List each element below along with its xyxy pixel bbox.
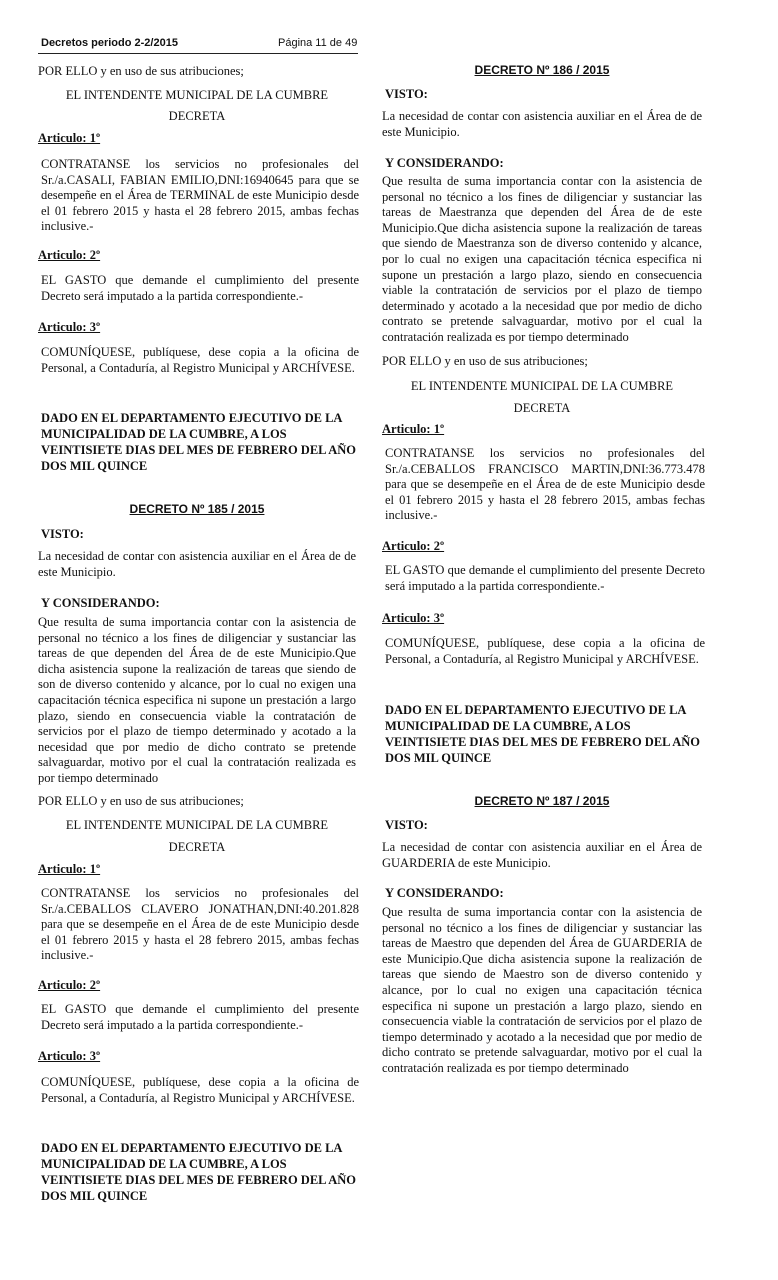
- por-ello-line: POR ELLO y en uso de sus atribuciones;: [38, 64, 244, 78]
- decreto-185-dado-closing: DADO EN EL DEPARTAMENTO EJECUTIVO DE LA MUNICIPALIDAD DE LA CUMBRE, A LOS VEINTISIETE DIAS DEL MES DE FEBRERO DEL AÑO DOS MIL QUINCE: [41, 1141, 357, 1203]
- decreto-185-considerando-label: Y CONSIDERANDO:: [41, 596, 160, 610]
- decreto-186-articulo-2-text: EL GASTO que demande el cumplimiento del presente Decreto será imputado a la partida correspondiente.-: [385, 563, 705, 593]
- decreto-186-articulo-3-text: COMUNÍQUESE, publíquese, dese copia a la oficina de Personal, a Contaduría, al Registro Municipal y ARCHÍVESE.: [385, 636, 705, 666]
- decreto-185-visto-label: VISTO:: [41, 527, 84, 541]
- decreto-185-considerando-text: Que resulta de suma importancia contar con la asistencia de personal no técnico a los fines de diligenciar y sustanciar las tareas de que dependen del Área de de este Municipio.Que dicha asistencia supone la realización de tareas que siendo de son de diverso contenido y alcance, por lo cual no exigen una capacitación técnica especifica ni supone un prestación a largo plazo, siendo en consecuencia viable la contratación de servicios por el plazo de tiempo determinado y acotado a la necesidad que por medio de dicho contrato se pretende salvaguardar, motivo por el cual la contratación realizada es por tiempo determinado: [38, 615, 356, 785]
- decreto-185-articulo-2-label: Articulo: 2º: [38, 978, 101, 992]
- intendente-line: EL INTENDENTE MUNICIPAL DE LA CUMBRE: [65, 88, 329, 102]
- articulo-2-label: Articulo: 2º: [38, 248, 101, 262]
- decreto-186-articulo-3-label: Articulo: 3º: [382, 611, 445, 625]
- decreto-186-title: DECRETO Nº 186 / 2015: [474, 63, 610, 77]
- page-header: [38, 36, 358, 54]
- decreto-187-considerando-text: Que resulta de suma importancia contar con la asistencia de personal no técnico a los fines de diligenciar y sustanciar las tareas de Maestro que dependen del Área de GUARDERIA de este Municipio.Que dicha asistencia supone la realización de tareas que siendo de Maestro son de diverso contenido y alcance, por lo cual no exigen una capacitación técnica especifica ni supone un prestación a largo plazo, siendo en consecuencia viable la contratación de servicios por el plazo de tiempo determinado y acotado a la necesidad que por medio de dicho contrato se pretende salvaguardar, motivo por el cual la contratación realizada es por tiempo determinado: [382, 905, 702, 1075]
- decreto-185-por-ello: POR ELLO y en uso de sus atribuciones;: [38, 794, 244, 808]
- decreta-line: DECRETA: [168, 109, 226, 123]
- decreto-185-articulo-2-text: EL GASTO que demande el cumplimiento del presente Decreto será imputado a la partida correspondiente.-: [41, 1002, 359, 1032]
- decreto-185-articulo-3-label: Articulo: 3º: [38, 1049, 101, 1063]
- header-period: Decretos periodo 2-2/2015: [41, 37, 178, 49]
- decreto-185-intendente: EL INTENDENTE MUNICIPAL DE LA CUMBRE: [65, 818, 329, 832]
- decreto-186-visto-text: La necesidad de contar con asistencia auxiliar en el Área de de este Municipio.: [382, 109, 702, 139]
- decreto-187-visto-label: VISTO:: [385, 818, 428, 832]
- decreto-186-intendente: EL INTENDENTE MUNICIPAL DE LA CUMBRE: [410, 379, 674, 393]
- decreto-186-considerando-label: Y CONSIDERANDO:: [385, 156, 504, 170]
- decreto-186-articulo-1-label: Articulo: 1º: [382, 422, 445, 436]
- header-page-number: Página 11 de 49: [278, 37, 358, 49]
- decreto-185-articulo-1-label: Articulo: 1º: [38, 862, 101, 876]
- decreto-185-articulo-3-text: COMUNÍQUESE, publíquese, dese copia a la oficina de Personal, a Contaduría, al Registro Municipal y ARCHÍVESE.: [41, 1075, 359, 1105]
- decreto-187-visto-text: La necesidad de contar con asistencia auxiliar en el Área de GUARDERIA de este Municipio.: [382, 840, 702, 870]
- decreto-185-title: DECRETO Nº 185 / 2015: [129, 502, 265, 516]
- decreto-185-articulo-1-text: CONTRATANSE los servicios no profesionales del Sr./a.CEBALLOS CLAVERO JONATHAN,DNI:40.201.828 para que se desempeñe en el Área de de este Municipio desde el 01 febrero 2015 y hasta el 28 febrero 2015, ambas fechas inclusive.-: [41, 886, 359, 963]
- decreto-186-por-ello: POR ELLO y en uso de sus atribuciones;: [382, 354, 588, 368]
- decreto-186-decreta: DECRETA: [513, 401, 571, 415]
- articulo-1-text: CONTRATANSE los servicios no profesionales del Sr./a.CASALI, FABIAN EMILIO,DNI:16940645 para que se desempeñe en el Área de TERMINAL de este Municipio desde el 01 febrero 2015 y hasta el 28 febrero 2015, ambas fechas inclusive.-: [41, 157, 359, 234]
- dado-closing: DADO EN EL DEPARTAMENTO EJECUTIVO DE LA MUNICIPALIDAD DE LA CUMBRE, A LOS VEINTISIETE DIAS DEL MES DE FEBRERO DEL AÑO DOS MIL QUINCE: [41, 411, 357, 473]
- decreto-185-visto-text: La necesidad de contar con asistencia auxiliar en el Área de de este Municipio.: [38, 549, 356, 579]
- decreto-187-considerando-label: Y CONSIDERANDO:: [385, 886, 504, 900]
- articulo-1-label: Articulo: 1º: [38, 131, 101, 145]
- decreto-187-title: DECRETO Nº 187 / 2015: [474, 794, 610, 808]
- articulo-3-text: COMUNÍQUESE, publíquese, dese copia a la oficina de Personal, a Contaduría, al Registro Municipal y ARCHÍVESE.: [41, 345, 359, 375]
- articulo-2-text: EL GASTO que demande el cumplimiento del presente Decreto será imputado a la partida correspondiente.-: [41, 273, 359, 303]
- articulo-3-label: Articulo: 3º: [38, 320, 101, 334]
- decreto-186-articulo-1-text: CONTRATANSE los servicios no profesionales del Sr./a.CEBALLOS FRANCISCO MARTIN,DNI:36.773.478 para que se desempeñe en el Área de de este Municipio desde el 01 febrero 2015 y hasta el 28 febrero 2015, ambas fechas inclusive.-: [385, 446, 705, 523]
- decreto-185-decreta: DECRETA: [168, 840, 226, 854]
- decreto-186-articulo-2-label: Articulo: 2º: [382, 539, 445, 553]
- decreto-186-visto-label: VISTO:: [385, 87, 428, 101]
- decreto-186-considerando-text: Que resulta de suma importancia contar con la asistencia de personal no técnico a los fines de diligenciar y sustanciar las tareas de Maestranza que dependen del Área de de este Municipio.Que dicha asistencia supone la realización de tareas que siendo de Maestranza son de diverso contenido y alcance, por lo cual no exigen una capacitación técnica especifica ni supone un prestación a largo plazo, siendo en consecuencia viable la contratación de servicios por el plazo de tiempo determinado y acotado a la necesidad que por medio de dicho contrato se pretende salvaguardar, motivo por el cual la contratación realizada es por tiempo determinado: [382, 174, 702, 344]
- decreto-186-dado-closing: DADO EN EL DEPARTAMENTO EJECUTIVO DE LA MUNICIPALIDAD DE LA CUMBRE, A LOS VEINTISIETE DIAS DEL MES DE FEBRERO DEL AÑO DOS MIL QUINCE: [385, 703, 701, 765]
